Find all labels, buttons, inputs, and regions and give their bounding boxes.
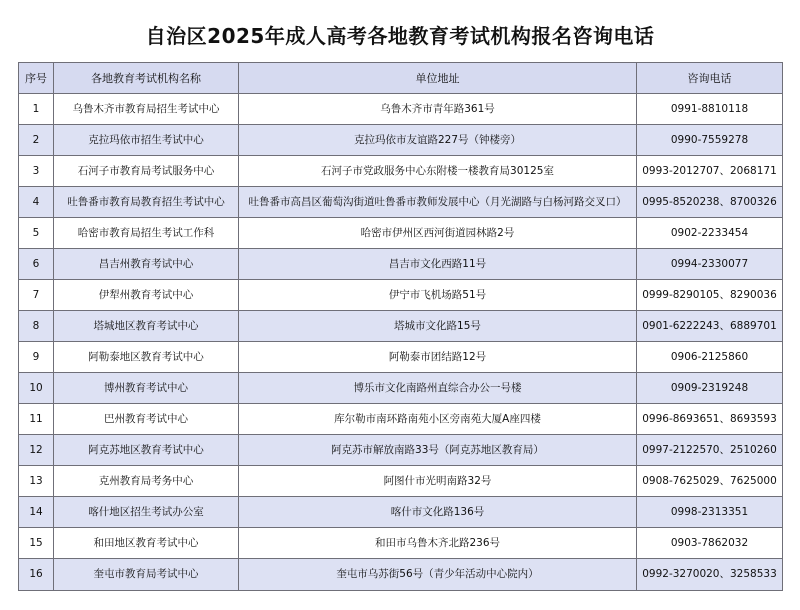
cell-seq: 6 — [19, 249, 54, 280]
cell-institution: 阿克苏地区教育考试中心 — [54, 435, 239, 466]
cell-institution: 和田地区教育考试中心 — [54, 528, 239, 559]
cell-institution: 石河子市教育局考试服务中心 — [54, 156, 239, 187]
cell-seq: 13 — [19, 466, 54, 497]
cell-institution: 克拉玛依市招生考试中心 — [54, 125, 239, 156]
cell-address: 喀什市文化路136号 — [239, 497, 637, 528]
cell-phone: 0906-2125860 — [637, 342, 783, 373]
cell-institution: 博州教育考试中心 — [54, 373, 239, 404]
cell-phone: 0995-8520238、8700326 — [637, 187, 783, 218]
cell-seq: 15 — [19, 528, 54, 559]
cell-seq: 2 — [19, 125, 54, 156]
cell-institution: 喀什地区招生考试办公室 — [54, 497, 239, 528]
cell-phone: 0994-2330077 — [637, 249, 783, 280]
table-row — [19, 435, 783, 466]
cell-phone: 0908-7625029、7625000 — [637, 466, 783, 497]
table-row — [19, 466, 783, 497]
table-row — [19, 94, 783, 125]
table-row — [19, 373, 783, 404]
header-address: 单位地址 — [239, 63, 637, 94]
table-row — [19, 342, 783, 373]
header-institution: 各地教育考试机构名称 — [54, 63, 239, 94]
cell-address: 昌吉市文化西路11号 — [239, 249, 637, 280]
cell-seq: 4 — [19, 187, 54, 218]
cell-phone: 0993-2012707、2068171 — [637, 156, 783, 187]
cell-institution: 哈密市教育局招生考试工作科 — [54, 218, 239, 249]
cell-institution: 昌吉州教育考试中心 — [54, 249, 239, 280]
cell-institution: 伊犁州教育考试中心 — [54, 280, 239, 311]
cell-address: 阿图什市光明南路32号 — [239, 466, 637, 497]
cell-institution: 克州教育局考务中心 — [54, 466, 239, 497]
table-row — [19, 311, 783, 342]
cell-address: 哈密市伊州区西河街道园林路2号 — [239, 218, 637, 249]
cell-phone: 0999-8290105、8290036 — [637, 280, 783, 311]
cell-institution: 塔城地区教育考试中心 — [54, 311, 239, 342]
table-row — [19, 559, 783, 591]
cell-address: 阿勒泰市团结路12号 — [239, 342, 637, 373]
cell-institution: 乌鲁木齐市教育局招生考试中心 — [54, 94, 239, 125]
cell-seq: 3 — [19, 156, 54, 187]
header-seq: 序号 — [19, 63, 54, 94]
cell-phone: 0902-2233454 — [637, 218, 783, 249]
cell-address: 乌鲁木齐市青年路361号 — [239, 94, 637, 125]
cell-phone: 0990-7559278 — [637, 125, 783, 156]
cell-seq: 16 — [19, 559, 54, 591]
cell-address: 伊宁市飞机场路51号 — [239, 280, 637, 311]
cell-address: 博乐市文化南路州直综合办公一号楼 — [239, 373, 637, 404]
cell-phone: 0996-8693651、8693593 — [637, 404, 783, 435]
cell-institution: 吐鲁番市教育局教育招生考试中心 — [54, 187, 239, 218]
table-row — [19, 218, 783, 249]
table-header-row — [19, 63, 783, 94]
table-row — [19, 497, 783, 528]
cell-address: 奎屯市乌苏街56号（青少年活动中心院内） — [239, 559, 637, 591]
cell-address: 吐鲁番市高昌区葡萄沟街道吐鲁番市教师发展中心（月光湖路与白杨河路交叉口） — [239, 187, 637, 218]
table-row — [19, 187, 783, 218]
cell-seq: 1 — [19, 94, 54, 125]
cell-phone: 0998-2313351 — [637, 497, 783, 528]
table-row — [19, 125, 783, 156]
cell-address: 克拉玛依市友谊路227号（钟楼旁） — [239, 125, 637, 156]
table-row — [19, 156, 783, 187]
cell-phone: 0992-3270020、3258533 — [637, 559, 783, 591]
cell-institution: 奎屯市教育局考试中心 — [54, 559, 239, 591]
cell-seq: 12 — [19, 435, 54, 466]
cell-seq: 11 — [19, 404, 54, 435]
header-phone: 咨询电话 — [637, 63, 783, 94]
cell-phone: 0991-8810118 — [637, 94, 783, 125]
table-row — [19, 280, 783, 311]
cell-seq: 7 — [19, 280, 54, 311]
cell-address: 石河子市党政服务中心东附楼一楼教育局30125室 — [239, 156, 637, 187]
cell-institution: 巴州教育考试中心 — [54, 404, 239, 435]
cell-institution: 阿勒泰地区教育考试中心 — [54, 342, 239, 373]
cell-phone: 0997-2122570、2510260 — [637, 435, 783, 466]
cell-phone: 0901-6222243、6889701 — [637, 311, 783, 342]
cell-seq: 10 — [19, 373, 54, 404]
contacts-table — [18, 62, 783, 591]
cell-seq: 5 — [19, 218, 54, 249]
cell-phone: 0909-2319248 — [637, 373, 783, 404]
cell-address: 库尔勒市南环路南苑小区旁南苑大厦A座四楼 — [239, 404, 637, 435]
cell-address: 和田市乌鲁木齐北路236号 — [239, 528, 637, 559]
page-title: 自治区2025年成人高考各地教育考试机构报名咨询电话 — [145, 24, 655, 48]
cell-phone: 0903-7862032 — [637, 528, 783, 559]
cell-address: 塔城市文化路15号 — [239, 311, 637, 342]
table-row — [19, 528, 783, 559]
cell-seq: 9 — [19, 342, 54, 373]
table-row — [19, 249, 783, 280]
table-row — [19, 404, 783, 435]
cell-seq: 8 — [19, 311, 54, 342]
cell-seq: 14 — [19, 497, 54, 528]
cell-address: 阿克苏市解放南路33号（阿克苏地区教育局） — [239, 435, 637, 466]
